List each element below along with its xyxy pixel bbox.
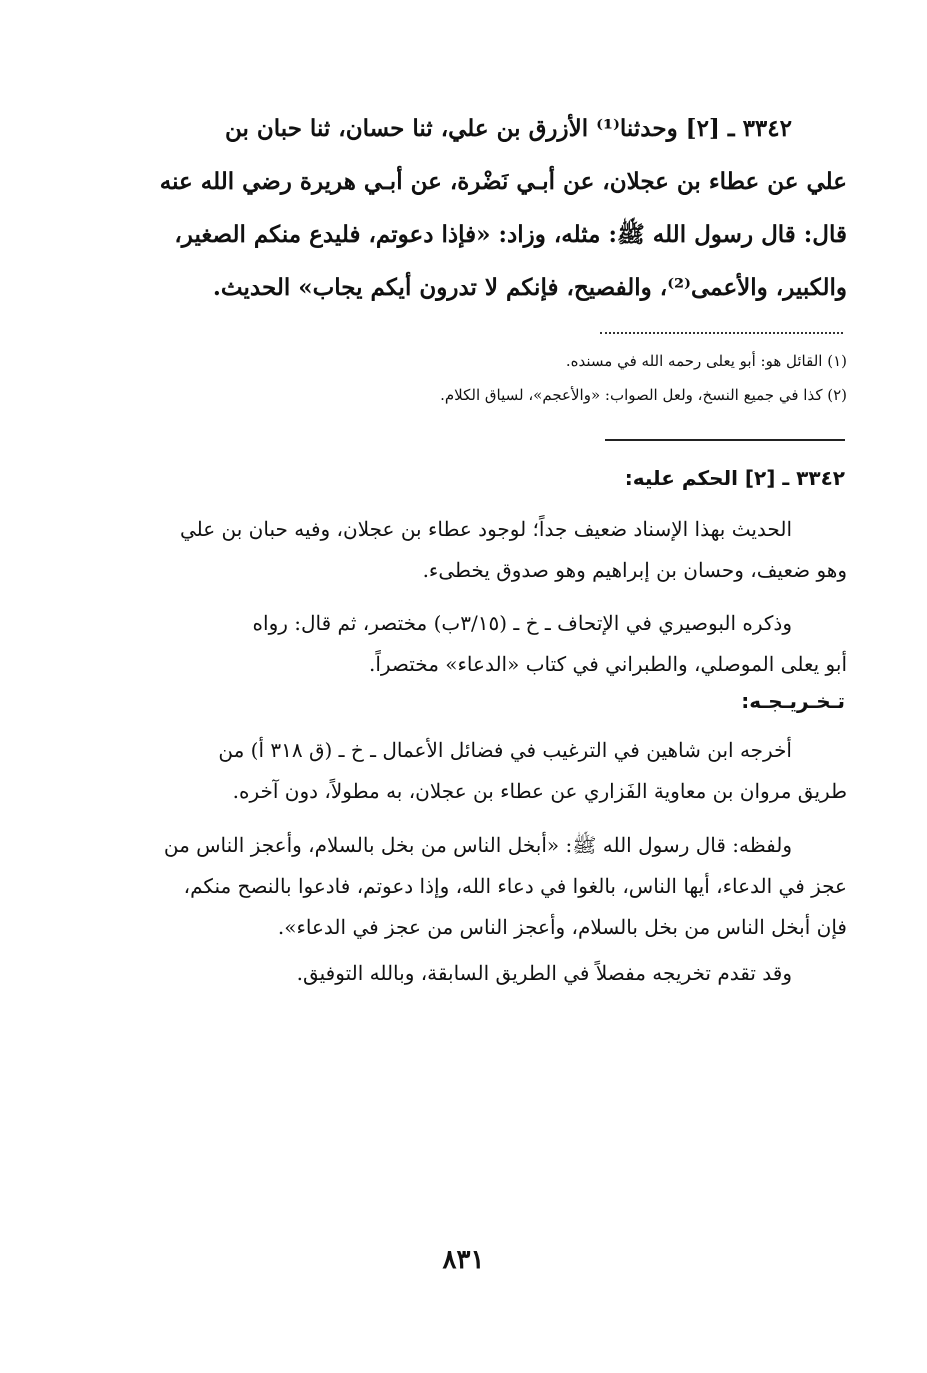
takhrij-paragraph [115, 730, 847, 812]
ruling-heading: ٣٣٤٢ ـ [٢] الحكم عليه: [624, 466, 845, 490]
footnote-separator [600, 318, 843, 334]
takhrij-line: فإن أبخل الناس من بخل بالسلام، وأعجز الناس من عجز في الدعاء». [277, 915, 847, 939]
takhrij-line: أخرجه ابن شاهين في الترغيب في فضائل الأعمال ـ خ ـ (ق ٣١٨ أ) من [218, 738, 792, 762]
hadith-line: علي عن عطاء بن عجلان، عن أبـي نَضْرة، عن أبـي هريرة رضي الله عنه [159, 168, 847, 195]
ruling-line: الحديث بهذا الإسناد ضعيف جداً؛ لوجود عطاء بن عجلان، وفيه حبان بن علي [179, 517, 792, 541]
takhrij-heading: تـخـريـجـه: [741, 689, 845, 713]
hadith-line: قال: قال رسول الله ﷺ: مثله، وزاد: «فإذا دعوتم، فليدع منكم الصغير، [174, 221, 847, 248]
takhrij-paragraph [115, 953, 847, 994]
takhrij-line: طريق مروان بن معاوية الفَزاري عن عطاء بن عجلان، به مطولاً، دون آخره. [232, 779, 847, 803]
ruling-line: أبو يعلى الموصلي، والطبراني في كتاب «الدعاء» مختصراً. [368, 652, 847, 676]
ruling-paragraph [115, 603, 847, 685]
takhrij-line: ولفظه: قال رسول الله ﷺ: «أبخل الناس من بخل بالسلام، وأعجز الناس من [163, 833, 792, 857]
ruling-paragraph [115, 509, 847, 591]
ruling-line: وذكره البوصيري في الإتحاف ـ خ ـ (٣/١٥ب) مختصر، ثم قال: رواه [252, 611, 792, 635]
takhrij-paragraph [115, 825, 847, 948]
hadith-line: والكبير، والأعمى⁽²⁾، والفصيح، فإنكم لا تدرون أيكم يجاب» الحديث. [212, 274, 847, 301]
footnotes [300, 344, 847, 412]
ruling-line: وهو ضعيف، وحسان بن إبراهيم وهو صدوق يخطىء. [422, 558, 847, 582]
hadith-line: ٣٣٤٢ ـ [٢] وحدثنا⁽¹⁾ الأزرق بن علي، ثنا حسان، ثنا حبان بن [224, 115, 792, 142]
footnote: (١) القائل هو: أبو يعلى رحمه الله في مسنده. [565, 352, 847, 370]
hadith-text [112, 102, 847, 314]
takhrij-line: عجز في الدعاء، أيها الناس، بالغوا في دعاء الله، وإذا دعوتم، فادعوا بالنصح منكم، [183, 874, 847, 898]
section-rule [605, 439, 845, 441]
takhrij-line: وقد تقدم تخريجه مفصلاً في الطريق السابقة، وبالله التوفيق. [296, 961, 792, 985]
footnote: (٢) كذا في جميع النسخ، ولعل الصواب: «والأعجم»، لسياق الكلام. [440, 386, 847, 404]
page-number: ٨٣١ [442, 1245, 485, 1275]
